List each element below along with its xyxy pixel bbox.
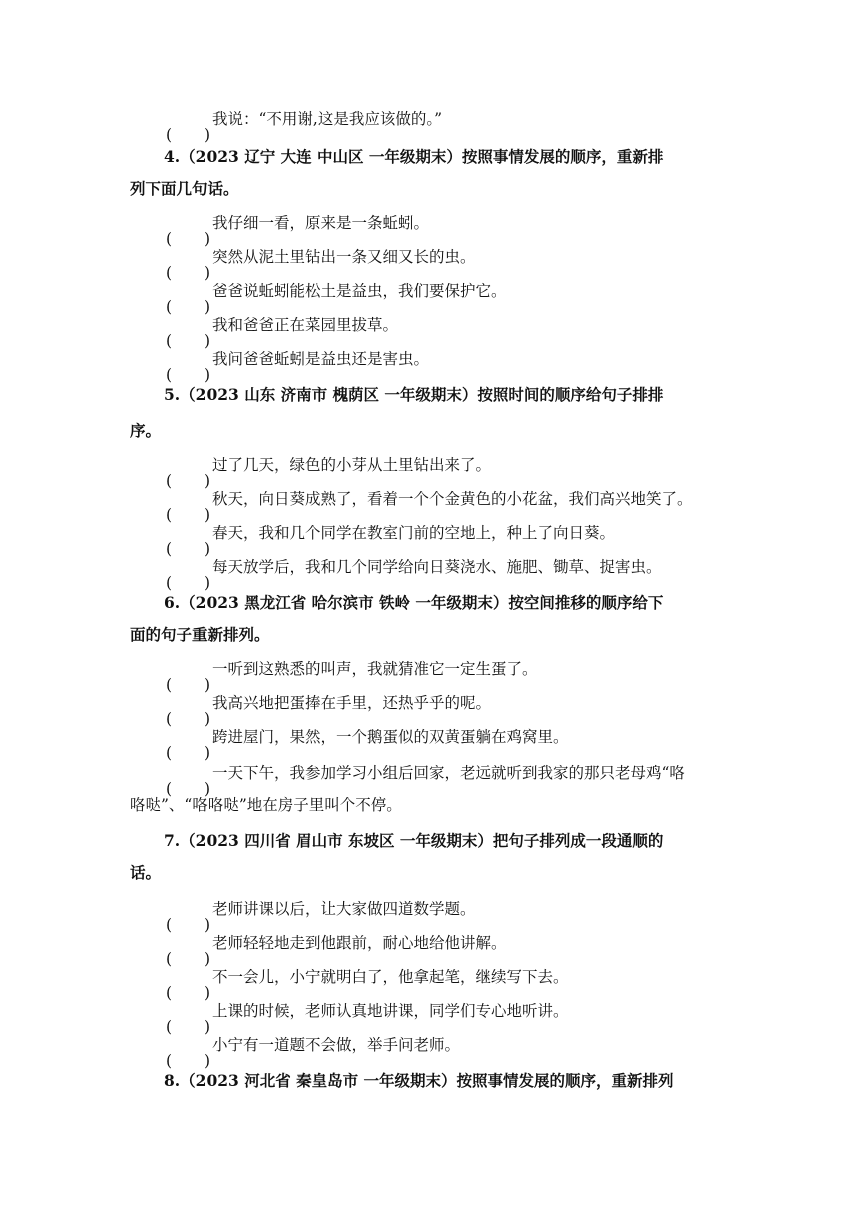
- answer-item: [166, 522, 616, 558]
- blank-open-paren: (: [166, 126, 173, 144]
- answer-item: [166, 692, 492, 728]
- question-heading: 8.（2023 河北省 秦皇岛市 一年级期末）按照事情发展的顺序，重新排列: [164, 1071, 674, 1090]
- item-text: 上课的时候，老师认真地讲课，同学们专心地听讲。: [212, 1002, 569, 1020]
- blank-open-paren: (: [166, 332, 173, 350]
- item-text: 小宁有一道题不会做，举手问老师。: [212, 1036, 461, 1054]
- blank-open-paren: (: [166, 472, 173, 490]
- question-heading: 6.（2023 黑龙江省 哈尔滨市 铁岭 一年级期末）按空间推移的顺序给下: [164, 593, 664, 612]
- answer-item: [166, 762, 685, 798]
- question-heading-continuation: 列下面几句话。: [130, 179, 239, 198]
- blank-open-paren: (: [166, 710, 173, 728]
- blank-close-paren: ): [204, 332, 211, 350]
- item-text: 一天下午，我参加学习小组后回家，老远就听到我家的那只老母鸡“咯: [212, 764, 685, 782]
- blank-open-paren: (: [166, 506, 173, 524]
- item-text: 突然从泥土里钻出一条又细又长的虫。: [212, 248, 476, 266]
- item-text: 我仔细一看，原来是一条蚯蚓。: [212, 214, 430, 232]
- answer-item: [166, 212, 430, 248]
- item-text: 老师讲课以后，让大家做四道数学题。: [212, 900, 476, 918]
- item-text: 我说：“不用谢,这是我应该做的。”: [212, 110, 443, 128]
- answer-item: [166, 898, 476, 934]
- blank-open-paren: (: [166, 744, 173, 762]
- item-text: 我高兴地把蛋捧在手里，还热乎乎的呢。: [212, 694, 492, 712]
- blank-close-paren: ): [204, 710, 211, 728]
- question-heading-continuation: 面的句子重新排列。: [130, 625, 270, 644]
- blank-open-paren: (: [166, 916, 173, 934]
- answer-item: [166, 1000, 569, 1036]
- question-heading: 4.（2023 辽宁 大连 中山区 一年级期末）按照事情发展的顺序，重新排: [164, 147, 664, 166]
- answer-item: [166, 488, 693, 524]
- answer-item: [166, 658, 538, 694]
- blank-close-paren: ): [204, 780, 211, 798]
- item-text: 跨进屋门，果然，一个鹅蛋似的双黄蛋躺在鸡窝里。: [212, 728, 569, 746]
- answer-item: [166, 556, 662, 592]
- blank-open-paren: (: [166, 1052, 173, 1070]
- blank-open-paren: (: [166, 574, 173, 592]
- item-text: 春天，我和几个同学在教室门前的空地上，种上了向日葵。: [212, 524, 616, 542]
- blank-close-paren: ): [204, 298, 211, 316]
- item-text: 秋天，向日葵成熟了，看着一个个金黄色的小花盆，我们高兴地笑了。: [212, 490, 693, 508]
- blank-open-paren: (: [166, 298, 173, 316]
- blank-close-paren: ): [204, 1052, 211, 1070]
- blank-close-paren: ): [204, 472, 211, 490]
- item-text: 老师轻轻地走到他跟前，耐心地给他讲解。: [212, 934, 507, 952]
- item-text: 每天放学后，我和几个同学给向日葵浇水、施肥、锄草、捉害虫。: [212, 558, 662, 576]
- answer-item: [166, 348, 430, 384]
- question-heading: 5.（2023 山东 济南市 槐荫区 一年级期末）按照时间的顺序给句子排排: [164, 385, 664, 404]
- blank-close-paren: ): [204, 264, 211, 282]
- blank-open-paren: (: [166, 264, 173, 282]
- answer-item: [166, 454, 492, 490]
- item-text: 我和爸爸正在菜园里拔草。: [212, 316, 399, 334]
- item-text: 我问爸爸蚯蚓是益虫还是害虫。: [212, 350, 430, 368]
- item-text: 一听到这熟悉的叫声，我就猜准它一定生蛋了。: [212, 660, 538, 678]
- answer-item: [166, 280, 507, 316]
- blank-open-paren: (: [166, 230, 173, 248]
- answer-item: [166, 932, 507, 968]
- blank-open-paren: (: [166, 540, 173, 558]
- answer-item: [166, 108, 443, 144]
- blank-close-paren: ): [204, 126, 211, 144]
- blank-open-paren: (: [166, 984, 173, 1002]
- blank-close-paren: ): [204, 950, 211, 968]
- answer-item: [166, 726, 569, 762]
- item-text-continuation: 咯哒”、“咯咯哒”地在房子里叫个不停。: [130, 796, 402, 814]
- blank-open-paren: (: [166, 950, 173, 968]
- answer-item: [166, 314, 399, 350]
- answer-item: [166, 246, 476, 282]
- blank-close-paren: ): [204, 574, 211, 592]
- blank-close-paren: ): [204, 540, 211, 558]
- blank-close-paren: ): [204, 744, 211, 762]
- blank-open-paren: (: [166, 676, 173, 694]
- question-heading-continuation: 话。: [130, 863, 162, 882]
- blank-close-paren: ): [204, 230, 211, 248]
- answer-item: [166, 1034, 461, 1070]
- blank-close-paren: ): [204, 916, 211, 934]
- blank-open-paren: (: [166, 1018, 173, 1036]
- item-text: 爸爸说蚯蚓能松土是益虫，我们要保护它。: [212, 282, 507, 300]
- blank-close-paren: ): [204, 676, 211, 694]
- blank-close-paren: ): [204, 984, 211, 1002]
- blank-open-paren: (: [166, 366, 173, 384]
- question-heading-continuation: 序。: [130, 421, 162, 440]
- blank-open-paren: (: [166, 780, 173, 798]
- item-text: 不一会儿，小宁就明白了，他拿起笔，继续写下去。: [212, 968, 569, 986]
- blank-close-paren: ): [204, 506, 211, 524]
- blank-close-paren: ): [204, 1018, 211, 1036]
- answer-item: [166, 966, 569, 1002]
- question-heading: 7.（2023 四川省 眉山市 东坡区 一年级期末）把句子排列成一段通顺的: [164, 831, 664, 850]
- item-text: 过了几天，绿色的小芽从土里钻出来了。: [212, 456, 492, 474]
- blank-close-paren: ): [204, 366, 211, 384]
